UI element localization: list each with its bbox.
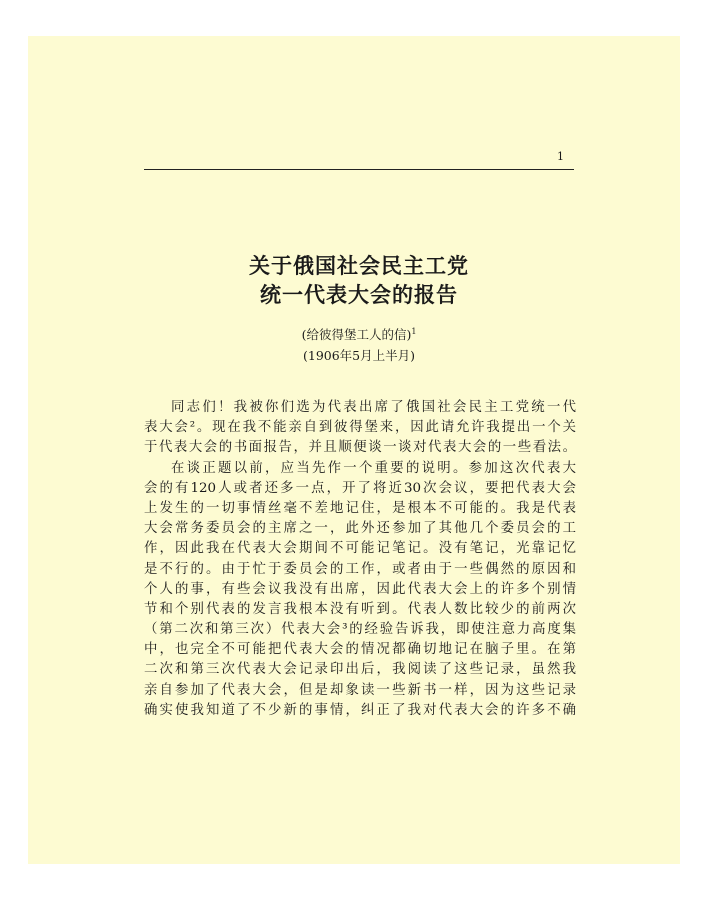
text-line: 同志们！我被你们选为代表出席了俄国社会民主工党统一代 bbox=[171, 400, 576, 415]
body-text bbox=[144, 398, 576, 721]
text-line: 确实使我知道了不少新的事情，纠正了我对代表大会的许多不确 bbox=[144, 702, 576, 718]
text-line: 会的有120人或者还多一点，开了将近30次会议，要把代表大会 bbox=[144, 480, 576, 496]
subtitle-date: (1906年5月上半月) bbox=[302, 348, 416, 363]
text-line: 大会常务委员会的主席之一，此外还参加了其他几个委员会的工 bbox=[144, 521, 576, 537]
text-line: 亲自参加了代表大会，但是却象读一些新书一样，因为这些记录 bbox=[144, 682, 576, 698]
text-line: 是不行的。由于忙于委员会的工作，或者由于一些偶然的原因和 bbox=[144, 561, 576, 577]
text-line: 二次和第三次代表大会记录印出后，我阅读了这些记录，虽然我 bbox=[144, 662, 576, 678]
text-line: 作，因此我在代表大会期间不可能记笔记。没有笔记，光靠记忆 bbox=[144, 541, 576, 557]
text-line: 于代表大会的书面报告，并且顺便谈一谈对代表大会的一些看法。 bbox=[144, 440, 576, 456]
chapter-title-line-2: 统一代表大会的报告 bbox=[260, 283, 458, 307]
running-header bbox=[144, 150, 574, 170]
subtitle-addressee bbox=[144, 328, 574, 342]
text-line: 个人的事，有些会议我没有出席，因此代表大会上的许多个别情 bbox=[144, 581, 576, 597]
text-line: 上发生的一切事情丝毫不差地记住，是根本不可能的。我是代表 bbox=[144, 500, 576, 516]
text-line: 节和个别代表的发言我根本没有听到。代表人数比较少的前两次 bbox=[144, 601, 576, 617]
text-line: 表大会²。现在我不能亲自到彼得堡来，因此请允许我提出一个关 bbox=[144, 420, 576, 436]
header-rule bbox=[144, 169, 574, 170]
text-line: 中，也完全不可能把代表大会的情况都确切地记在脑子里。在第 bbox=[144, 642, 576, 658]
text-line: 在谈正题以前，应当先作一个重要的说明。参加这次代表大 bbox=[171, 460, 576, 476]
chapter-title-line-1: 关于俄国社会民主工党 bbox=[249, 254, 469, 278]
footnote-marker: 1 bbox=[411, 327, 417, 336]
subtitle-addressee-text: (给彼得堡工人的信) bbox=[301, 327, 412, 343]
text-line: （第二次和第三次）代表大会³的经验告诉我，即使注意力高度集 bbox=[144, 622, 576, 638]
page-number: 1 bbox=[557, 150, 564, 163]
